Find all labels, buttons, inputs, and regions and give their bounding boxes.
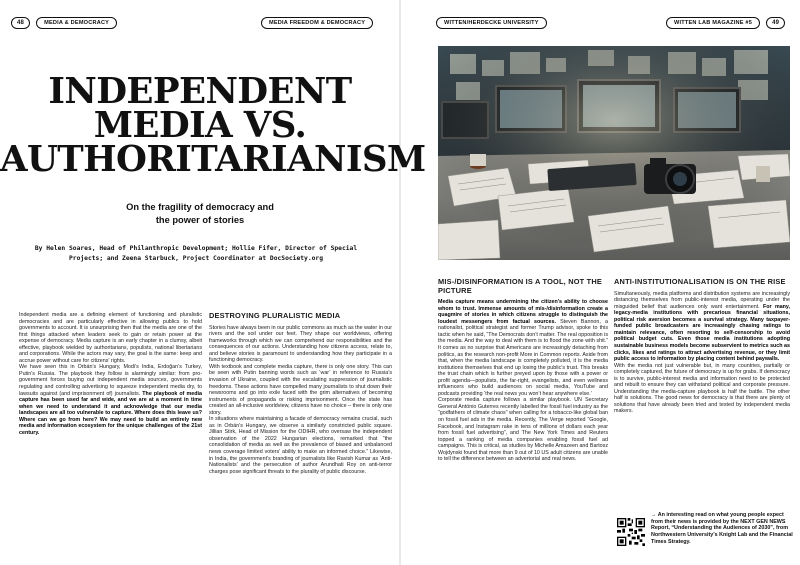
col4-heading: ANTI-INSTITUTIONALISATION IS ON THE RISE bbox=[614, 277, 786, 286]
col1-paragraph-2-text: We have seen this in Orbán’s Hungary, Modi’s India, Erdoğan’s Turkey, Putin’s Russia. The playbook they follow is alarmingly similar: from pro-government forces buying out independent media sources, governments regulating and controlling advertising to squeeze independent media dry, to lawsuits against (and imprisonment of) journalists. bbox=[19, 364, 202, 397]
col2-paragraph-2: With textbook and complete media capture, there is only one story. This can be seen with Putin banning words such as ‘war’ in reference to Russia’s invasion of Ukraine, coupled with the escalating suppression of journalistic freedoms. These actions have compelled many journalists to shut down their newsrooms and go into exile faced with the grim alternatives of becoming instruments of propaganda or risking imprisonment. Once the state has created an all-inclusive worldview, citizens have no choice – there is only one story. bbox=[209, 363, 392, 416]
sidebar-reading-note: → An interesting read on what young people expect from their news is provided by the NEXT GEN NEWS Report, “Understanding the Audiences of 2030”, from Northwestern University’s Knight Lab and the Financial Times Strategy. bbox=[651, 512, 793, 545]
page-number-left: 48 bbox=[11, 17, 30, 29]
article-subtitle: On the fragility of democracy and the power of stories bbox=[126, 202, 274, 225]
right-header bbox=[666, 17, 785, 29]
col1-paragraph-2-bold: The playbook of media capture has been used far and wide, and we are at a moment in time when we need to understand it and acknowledge that our media landscapes are all too vulnerable to capture. Where does this leave us? Where can we go from here? We may need to build an entirely new media and information ecosystem for the unique challenges of the 21st century. bbox=[19, 390, 202, 436]
column-1 bbox=[19, 312, 202, 436]
cluttered-newsroom-desk-photo bbox=[438, 46, 790, 260]
col2-heading: DESTROYING PLURALISTIC MEDIA bbox=[209, 311, 341, 320]
col3-paragraph-1-text: Steven Bannon, a nationalist, political strategist and former Trump advisor, spoke to this tactic when he said, “The Democrats don’t matter. The real opposition is the media. And the way to deal with them is to flood the zone with shit.” It comes as no surprise that Americans are increasingly detaching from politics, as the research non-profit More in Common reports. Aside from that, when the media landscape is completely polluted, it is the media institutions themselves that end up losing the public’s trust. This breaks the trust chain which is further preyed upon by those with a power or profit agenda—populists, the far-right, evangelists, and even wellness influencers who build audiences on social media, YouTube and podcasts providing ‘the real news you won’t hear anywhere else.’ bbox=[438, 318, 608, 397]
col3-paragraph-1-bold: Media capture means undermining the citizen’s ability to choose whom to trust. Immense amounts of mis-/disinformation create a quagmire of stories in which citizens struggle to distinguish the loudest messengers from factual sources. bbox=[438, 299, 608, 325]
col1-paragraph-2 bbox=[19, 364, 202, 436]
university-header bbox=[436, 17, 547, 29]
article-byline: By Helen Soares, Head of Philanthropic Development; Hollie Fifer, Director of Special Projects; and Zeena Starbuck, Project Coordinator at DocSociety.org bbox=[34, 245, 358, 262]
left-header bbox=[11, 17, 117, 29]
col3-paragraph-2: Corporate media capture follows a similar playbook. UN Secretary General António Guterres recently labelled the fossil fuel industry as the “godfathers of climate chaos” when calling for a tobacco-like global ban on fossil fuel ads in the media. Recently, The Verge reported “Google, Facebook, and Instagram rake in tens of millions of dollars each year from fossil fuel advertising”, and The New York Times and Reuters topped a ranking of media companies enabling fossil fuel ad campaigns. This is critical, as studies by Michelle Amazeen and Bartosz Wojdynski found that more than 9 out of 10 US adult citizens are unable to tell the difference between an advertorial and real news. bbox=[438, 397, 608, 463]
col1-paragraph-1: Independent media are a defining element of functioning and pluralistic democracies and are particularly effective in allowing publics to hold governments to account. It is unsurprising then that the media are one of the first things attacked when leaders seek to gain or retain power at the expense of democracy. Media capture is an early chapter in a clumsy, albeit effective, playbook wielded by authoritarians, populists, national libertarians and corporations. While the actors may vary, the goal is the same: keep and accrue power without care for citizens’ rights. bbox=[19, 312, 202, 364]
topic-tag: MEDIA FREEDOM & DEMOCRACY bbox=[261, 17, 373, 29]
section-tag: MEDIA & DEMOCRACY bbox=[36, 17, 117, 29]
col2-paragraph-1: Stories have always been in our public commons as much as the water in our rivers and the soil under our feet. They shape our worldviews, offering frameworks through which we can comprehend our responsibilities and the consequences of our actions. Understanding how citizens access, relate to, and believe stories is paramount to understanding how they participate in a functioning democracy. bbox=[209, 324, 392, 364]
newsroom-desk-photo bbox=[438, 46, 790, 260]
university-tag: WITTEN/HERDECKE UNIVERSITY bbox=[436, 17, 547, 29]
col3-heading: MIS-/DISINFORMATION IS A TOOL, NOT THE PICTURE bbox=[438, 277, 603, 295]
col3-paragraph-1 bbox=[438, 299, 608, 397]
article-title: INDEPENDENT MEDIA VS. AUTHORITARIANISM bbox=[0, 71, 426, 180]
topic-header bbox=[261, 17, 373, 29]
column-2 bbox=[209, 312, 392, 475]
col4-paragraph-1-text: Simultaneously, media platforms and distribution systems are increasingly distancing themselves from public-interest media, operating under the misguided belief that audiences only want entertainment. bbox=[614, 290, 790, 310]
qr-code-icon[interactable] bbox=[617, 518, 645, 546]
col4-paragraph-2: With the media not just vulnerable but, in many countries, partially or completely captured, the future of democracy is up for grabs. If democracy is to survive, public-interest media and information need to be protected and rebuilt to ensure they can withstand political and corporate pressure. Understanding the media-capture playbook is half the battle. The other half is solutions. The good news for democracy is that there are plenty of solutions that have already been tried and tested by independent media makers. bbox=[614, 362, 790, 415]
col4-paragraph-1 bbox=[614, 291, 790, 363]
column-4 bbox=[614, 278, 790, 415]
column-3 bbox=[438, 278, 608, 463]
col4-paragraph-1-bold: For many, legacy-media institutions with precarious financial situations, political risk aversion becomes a survival strategy. Many taxpayer-funded public broadcasters are increasingly chasing ratings to maintain relevance, often resorting to self-censorship to avoid political budget cuts. Even those media institutions adopting sustainable business models become subservient to metrics such as clicks, likes and ratings to attract advertising revenue, or they limit public access to information by placing content behind paywalls. bbox=[614, 303, 790, 363]
page-number-right: 49 bbox=[766, 17, 785, 29]
col2-paragraph-3: In situations where maintaining a facade of democracy remains crucial, such as in Orbán’s Hungary, we observe a similarly constricted public square. Jillian Stirk, Head of Mission for the ODIHR, who oversaw the independent observation of the 2022 Hungarian elections, remarked that “the consolidation of media as well as the prevalence of biased and unbalanced news coverage limited voters’ ability to make an informed choice.” Likewise, in India, the government’s branding of journalists like Ravish Kumar as ‘Anti-Nationalists’ and the persecution of author Arundhati Roy on anti-terror charges pose significant threats to the plurality of public discourse. bbox=[209, 416, 392, 475]
magazine-tag: WITTEN LAB MAGAZINE #5 bbox=[666, 17, 760, 29]
